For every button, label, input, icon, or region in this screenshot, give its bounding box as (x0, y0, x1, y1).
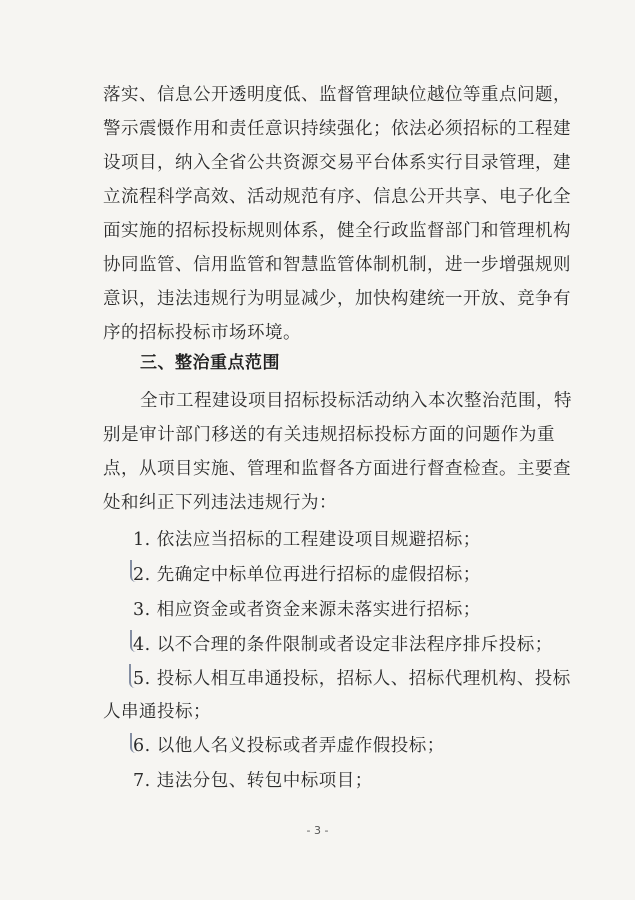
list-item-7: 7. 违法分包、转包中标项目； (133, 771, 373, 791)
para1-line-5: 面实施的招标投标规则体系，健全行政监督部门和管理机构 (103, 221, 571, 241)
list-item-2: 2. 先确定中标单位再进行招标的虚假招标； (133, 565, 481, 585)
para2-line-2: 别是审计部门移送的有关违规招标投标方面的问题作为重 (103, 425, 555, 445)
pen-tick-mark (130, 630, 140, 652)
para1-line-8: 序的招标投标市场环境。 (103, 323, 301, 343)
para1-line-3: 设项目，纳入全省公共资源交易平台体系实行目录管理，建 (103, 153, 571, 173)
para2-line-3: 点，从项目实施、管理和监督各方面进行督查检查。主要查 (103, 459, 571, 479)
para1-line-2: 警示震慑作用和责任意识持续强化；依法必须招标的工程建 (103, 119, 571, 139)
para1-line-4: 立流程科学高效、活动规范有序、信息公开共享、电子化全 (103, 187, 571, 207)
pen-tick-mark (130, 733, 140, 753)
pen-tick-mark (129, 664, 139, 688)
page-number: - 3 - (306, 824, 329, 837)
list-item-3: 3. 相应资金或者资金来源未落实进行招标； (133, 600, 481, 620)
pen-tick-mark (130, 560, 140, 582)
para1-line-1: 落实、信息公开透明度低、监督管理缺位越位等重点问题， (103, 85, 571, 105)
list-item-1: 1. 依法应当招标的工程建设项目规避招标； (133, 530, 481, 550)
section-heading: 三、整治重点范围 (140, 353, 280, 373)
list-item-4: 4. 以不合理的条件限制或者设定非法程序排斥投标； (133, 635, 553, 655)
para2-line-4: 处和纠正下列违法违规行为： (103, 493, 337, 513)
para1-line-7: 意识，违法违规行为明显减少，加快构建统一开放、竞争有 (103, 289, 571, 309)
para1-line-6: 协同监管、信用监管和智慧监管体制机制，进一步增强规则 (103, 255, 571, 275)
list-item-5: 5. 投标人相互串通投标，招标人、招标代理机构、投标 (133, 669, 571, 689)
para2-line-1: 全市工程建设项目招标投标活动纳入本次整治范围，特 (140, 391, 572, 411)
list-item-6: 6. 以他人名义投标或者弄虚作假投标； (133, 736, 445, 756)
list-item-5-cont: 人串通投标； (103, 702, 211, 722)
